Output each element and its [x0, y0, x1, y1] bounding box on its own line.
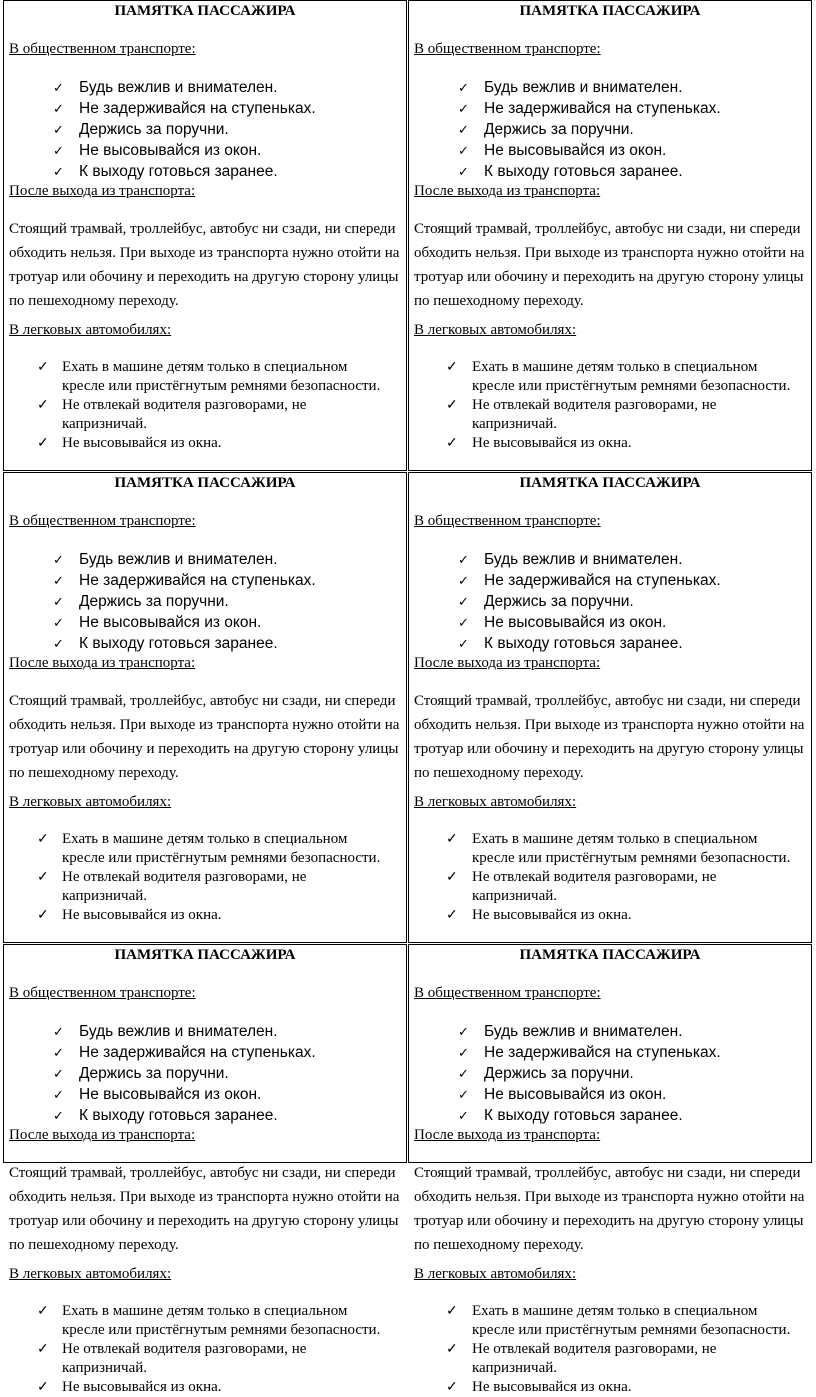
memo-card — [408, 0, 812, 471]
public-rules-list — [409, 77, 721, 182]
check-icon: ✓ — [53, 101, 64, 116]
list-item: ✓ Не отвлекай водителя разговорами, не капризничай. — [446, 397, 717, 432]
public-rules-list — [409, 549, 721, 654]
public-transport-heading: В общественном транспорте: — [414, 41, 601, 57]
after-exit-heading: После выхода из транспорта: — [414, 655, 601, 671]
check-icon: ✓ — [53, 594, 64, 609]
car-heading: В легковых автомобилях: — [414, 322, 577, 338]
check-icon: ✓ — [37, 908, 49, 923]
list-item: ✓ Не отвлекай водителя разговорами, не капризничай. — [37, 397, 307, 432]
list-item: ✓ Будь вежлив и внимателен. — [53, 551, 278, 568]
list-item: ✓ Будь вежлив и внимателен. — [458, 1023, 683, 1040]
check-icon: ✓ — [458, 143, 469, 158]
list-item: ✓ Держись за поручни. — [53, 1065, 229, 1082]
check-icon: ✓ — [446, 1380, 458, 1395]
check-icon: ✓ — [53, 143, 64, 158]
list-item: ✓ К выходу готовься заранее. — [458, 635, 683, 652]
after-exit-heading: После выхода из транспорта: — [9, 183, 196, 199]
car-heading: В легковых автомобилях: — [414, 794, 577, 810]
list-item: ✓ Не высовывайся из окна. — [37, 435, 222, 451]
check-icon: ✓ — [458, 636, 469, 651]
after-exit-text: Стоящий трамвай, троллейбус, автобус ни сзади, ни спереди обходить нельзя. При выходе из транспорта нужно отойти на тротуар или обочину и переходить на другую сторону улицы по пешеходному переходу. — [9, 221, 400, 309]
list-item: ✓ Не высовывайся из окна. — [37, 907, 222, 923]
memo-sheet — [3, 0, 812, 1395]
check-icon: ✓ — [458, 122, 469, 137]
list-item: ✓ Не задерживайся на ступеньках. — [53, 100, 316, 117]
check-icon: ✓ — [53, 1087, 64, 1102]
check-icon: ✓ — [37, 360, 49, 375]
check-icon: ✓ — [458, 615, 469, 630]
after-exit-heading: После выхода из транспорта: — [414, 183, 601, 199]
check-icon: ✓ — [37, 398, 49, 413]
after-exit-text: Стоящий трамвай, троллейбус, автобус ни сзади, ни спереди обходить нельзя. При выходе из транспорта нужно отойти на тротуар или обочину и переходить на другую сторону улицы по пешеходному переходу. — [414, 693, 805, 781]
list-item: ✓ Не высовывайся из окна. — [37, 1379, 222, 1395]
list-item: ✓ Не высовывайся из окон. — [458, 1086, 667, 1103]
memo-title: ПАМЯТКА ПАССАЖИРА — [114, 947, 296, 963]
public-rules-list — [409, 1021, 721, 1126]
check-icon: ✓ — [458, 1024, 469, 1039]
list-item: ✓ Не высовывайся из окон. — [458, 614, 667, 631]
public-rules-list — [4, 77, 316, 182]
public-rules-list — [4, 1021, 316, 1126]
car-heading: В легковых автомобилях: — [414, 1266, 577, 1282]
list-item: ✓ Не высовывайся из окон. — [53, 142, 262, 159]
list-item: ✓ К выходу готовься заранее. — [53, 635, 278, 652]
list-item: ✓ Не высовывайся из окон. — [53, 614, 262, 631]
check-icon: ✓ — [446, 1304, 458, 1319]
list-item: ✓ Держись за поручни. — [458, 593, 634, 610]
list-item: ✓ Держись за поручни. — [53, 593, 229, 610]
list-item: ✓ Ехать в машине детям только в специальном кресле или пристёгнутым ремнями безопасности. — [446, 1303, 791, 1338]
memo-title: ПАМЯТКА ПАССАЖИРА — [114, 3, 296, 19]
list-item: ✓ Не отвлекай водителя разговорами, не капризничай. — [446, 869, 717, 904]
check-icon: ✓ — [53, 1024, 64, 1039]
check-icon: ✓ — [458, 164, 469, 179]
list-item: ✓ К выходу готовься заранее. — [458, 163, 683, 180]
list-item: ✓ Будь вежлив и внимателен. — [458, 79, 683, 96]
check-icon: ✓ — [458, 1108, 469, 1123]
list-item: ✓ Не высовывайся из окон. — [458, 142, 667, 159]
list-item: ✓ Не задерживайся на ступеньках. — [53, 572, 316, 589]
public-transport-heading: В общественном транспорте: — [9, 513, 196, 529]
check-icon: ✓ — [458, 1087, 469, 1102]
check-icon: ✓ — [53, 615, 64, 630]
check-icon: ✓ — [37, 436, 49, 451]
after-exit-heading: После выхода из транспорта: — [9, 1127, 196, 1143]
public-rules-list — [4, 549, 316, 654]
list-item: ✓ Не отвлекай водителя разговорами, не капризничай. — [446, 1341, 717, 1376]
check-icon: ✓ — [446, 908, 458, 923]
check-icon: ✓ — [458, 594, 469, 609]
list-item: ✓ Не задерживайся на ступеньках. — [458, 572, 721, 589]
list-item: ✓ Ехать в машине детям только в специальном кресле или пристёгнутым ремнями безопасности. — [37, 359, 381, 394]
check-icon: ✓ — [53, 1066, 64, 1081]
check-icon: ✓ — [53, 80, 64, 95]
list-item: ✓ К выходу готовься заранее. — [53, 1107, 278, 1124]
check-icon: ✓ — [53, 164, 64, 179]
list-item: ✓ Не задерживайся на ступеньках. — [458, 100, 721, 117]
car-heading: В легковых автомобилях: — [9, 322, 172, 338]
after-exit-text: Стоящий трамвай, троллейбус, автобус ни сзади, ни спереди обходить нельзя. При выходе из транспорта нужно отойти на тротуар или обочину и переходить на другую сторону улицы по пешеходному переходу. — [9, 1165, 400, 1253]
check-icon: ✓ — [458, 552, 469, 567]
check-icon: ✓ — [446, 360, 458, 375]
check-icon: ✓ — [37, 1304, 49, 1319]
check-icon: ✓ — [37, 1342, 49, 1357]
car-rules-list — [4, 1302, 392, 1397]
list-item: ✓ Не задерживайся на ступеньках. — [458, 1044, 721, 1061]
check-icon: ✓ — [53, 1108, 64, 1123]
after-exit-text: Стоящий трамвай, троллейбус, автобус ни сзади, ни спереди обходить нельзя. При выходе из транспорта нужно отойти на тротуар или обочину и переходить на другую сторону улицы по пешеходному переходу. — [414, 221, 805, 309]
memo-title: ПАМЯТКА ПАССАЖИРА — [519, 3, 701, 19]
car-rules-list — [4, 358, 392, 453]
list-item: ✓ Держись за поручни. — [458, 121, 634, 138]
list-item: ✓ Ехать в машине детям только в специальном кресле или пристёгнутым ремнями безопасности. — [37, 831, 381, 866]
check-icon: ✓ — [53, 122, 64, 137]
check-icon: ✓ — [37, 870, 49, 885]
check-icon: ✓ — [458, 1045, 469, 1060]
car-rules-list — [409, 358, 802, 453]
car-heading: В легковых автомобилях: — [9, 794, 172, 810]
public-transport-heading: В общественном транспорте: — [414, 513, 601, 529]
check-icon: ✓ — [458, 573, 469, 588]
check-icon: ✓ — [446, 832, 458, 847]
public-transport-heading: В общественном транспорте: — [9, 985, 196, 1001]
list-item: ✓ Держись за поручни. — [458, 1065, 634, 1082]
check-icon: ✓ — [37, 1380, 49, 1395]
car-rules-list — [409, 1302, 802, 1397]
list-item: ✓ Не высовывайся из окон. — [53, 1086, 262, 1103]
check-icon: ✓ — [446, 1342, 458, 1357]
public-transport-heading: В общественном транспорте: — [9, 41, 196, 57]
check-icon: ✓ — [446, 436, 458, 451]
memo-card — [408, 944, 812, 1395]
check-icon: ✓ — [458, 101, 469, 116]
after-exit-text: Стоящий трамвай, троллейбус, автобус ни сзади, ни спереди обходить нельзя. При выходе из транспорта нужно отойти на тротуар или обочину и переходить на другую сторону улицы по пешеходному переходу. — [9, 693, 400, 781]
check-icon: ✓ — [446, 398, 458, 413]
after-exit-heading: После выхода из транспорта: — [9, 655, 196, 671]
car-heading: В легковых автомобилях: — [9, 1266, 172, 1282]
check-icon: ✓ — [53, 636, 64, 651]
list-item: ✓ Не высовывайся из окна. — [446, 435, 632, 451]
car-rules-list — [4, 830, 392, 925]
list-item: ✓ Держись за поручни. — [53, 121, 229, 138]
list-item: ✓ К выходу готовься заранее. — [53, 163, 278, 180]
check-icon: ✓ — [53, 573, 64, 588]
memo-card — [408, 472, 812, 943]
check-icon: ✓ — [446, 870, 458, 885]
check-icon: ✓ — [53, 1045, 64, 1060]
memo-title: ПАМЯТКА ПАССАЖИРА — [519, 475, 701, 491]
memo-card — [3, 944, 407, 1395]
list-item: ✓ Будь вежлив и внимателен. — [53, 1023, 278, 1040]
check-icon: ✓ — [53, 552, 64, 567]
list-item: ✓ Будь вежлив и внимателен. — [458, 551, 683, 568]
list-item: ✓ Ехать в машине детям только в специальном кресле или пристёгнутым ремнями безопасности. — [446, 359, 791, 394]
list-item: ✓ Не высовывайся из окна. — [446, 907, 632, 923]
list-item: ✓ К выходу готовься заранее. — [458, 1107, 683, 1124]
list-item: ✓ Ехать в машине детям только в специальном кресле или пристёгнутым ремнями безопасности. — [37, 1303, 381, 1338]
memo-card — [3, 0, 407, 471]
memo-card — [3, 472, 407, 943]
memo-title: ПАМЯТКА ПАССАЖИРА — [519, 947, 701, 963]
list-item: ✓ Не отвлекай водителя разговорами, не капризничай. — [37, 1341, 307, 1376]
check-icon: ✓ — [37, 832, 49, 847]
list-item: ✓ Не отвлекай водителя разговорами, не капризничай. — [37, 869, 307, 904]
check-icon: ✓ — [458, 1066, 469, 1081]
list-item: ✓ Будь вежлив и внимателен. — [53, 79, 278, 96]
memo-title: ПАМЯТКА ПАССАЖИРА — [114, 475, 296, 491]
after-exit-text: Стоящий трамвай, троллейбус, автобус ни сзади, ни спереди обходить нельзя. При выходе из транспорта нужно отойти на тротуар или обочину и переходить на другую сторону улицы по пешеходному переходу. — [414, 1165, 805, 1253]
public-transport-heading: В общественном транспорте: — [414, 985, 601, 1001]
check-icon: ✓ — [458, 80, 469, 95]
car-rules-list — [409, 830, 802, 925]
list-item: ✓ Не задерживайся на ступеньках. — [53, 1044, 316, 1061]
after-exit-heading: После выхода из транспорта: — [414, 1127, 601, 1143]
list-item: ✓ Ехать в машине детям только в специальном кресле или пристёгнутым ремнями безопасности. — [446, 831, 791, 866]
list-item: ✓ Не высовывайся из окна. — [446, 1379, 632, 1395]
